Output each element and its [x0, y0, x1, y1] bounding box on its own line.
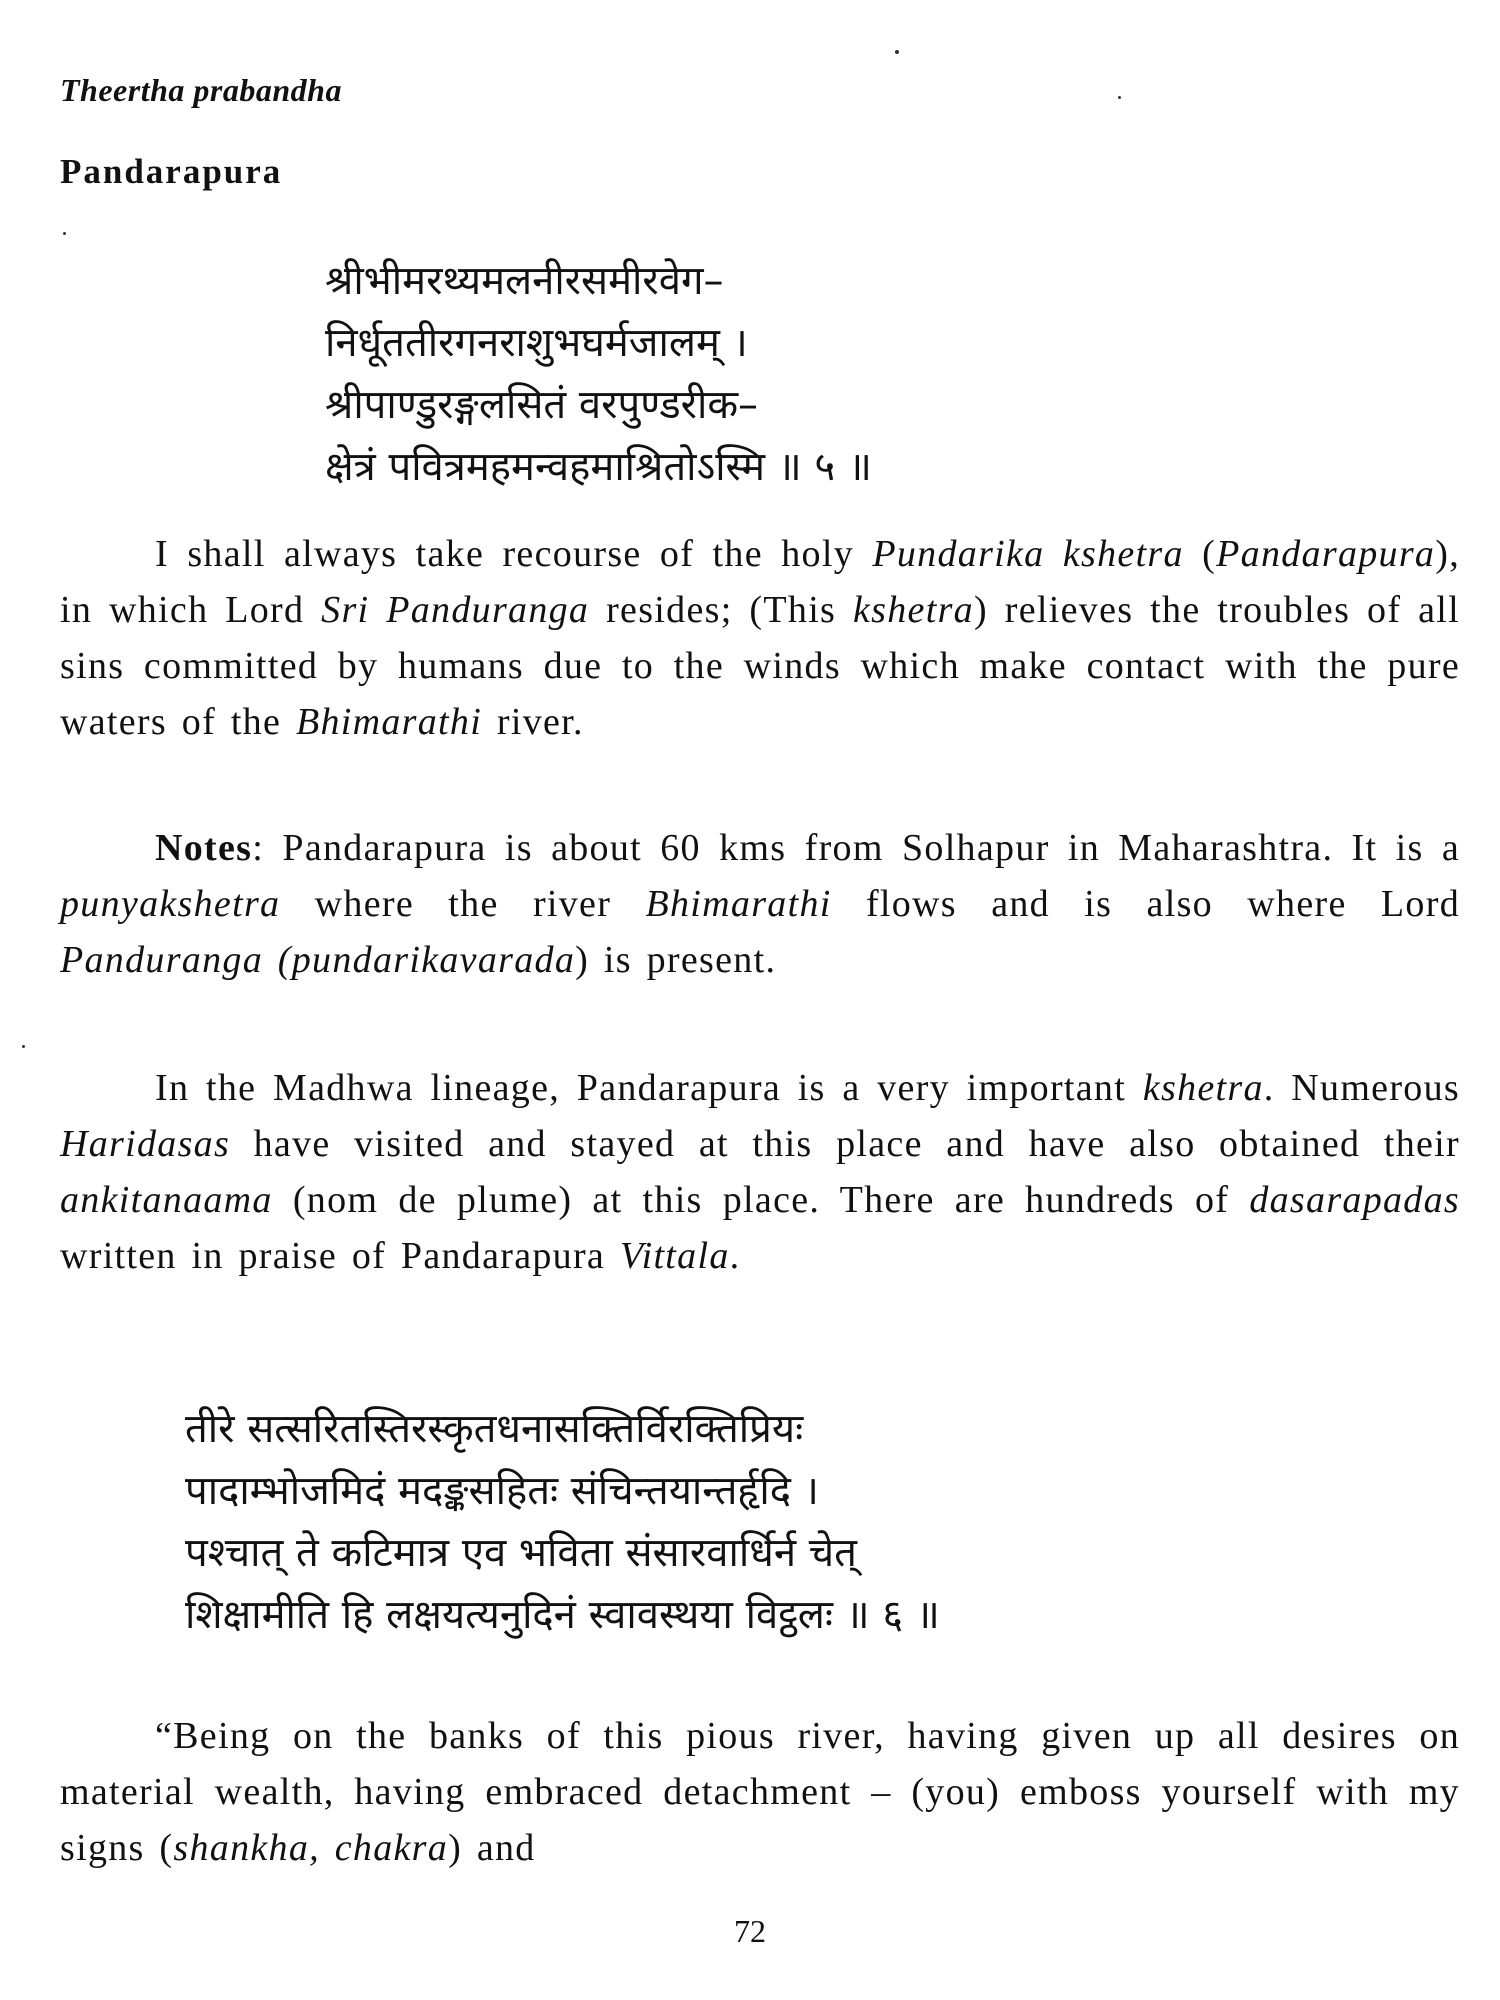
translation-paragraph: “Being on the banks of this pious river, having given up all desires on material wealth, having embraced detachment – (you) emboss yourself with my signs (shankha, chakra) and: [60, 1715, 1460, 1869]
lineage-paragraph: In the Madhwa lineage, Pandarapura is a very important kshetra. Numerous Haridasas have visited and stayed at this place and have also obtained their ankitanaama (nom de plume) at this place. There are hundreds of dasarapadas written in praise of Pandarapura Vittala.: [60, 1067, 1460, 1277]
sanskrit-verse-6: [185, 1398, 940, 1646]
running-header: Theertha prabandha: [60, 72, 342, 108]
scan-speck: [63, 232, 66, 235]
section-title: Pandarapura: [60, 152, 283, 191]
verse-line: पादाम्भोजमिदं मदङ्कसहितः संचिन्तयान्तर्हृदि ।: [185, 1468, 819, 1514]
verse-line: श्रीपाण्डुरङ्गलसितं वरपुण्डरीक–: [325, 382, 759, 428]
sanskrit-verse-5: [325, 250, 872, 498]
scan-speck: [1118, 96, 1121, 99]
notes-paragraph: Notes: Pandarapura is about 60 kms from Solhapur in Maharashtra. It is a punyakshetra where the river Bhimarathi flows and is also where Lord Panduranga (pundarikavarada) is present.: [60, 827, 1460, 981]
verse-line: पश्चात् ते कटिमात्र एव भविता संसारवार्धिर्न चेत्: [185, 1530, 857, 1576]
verse-line: निर्धूततीरगनराशुभघर्मजालम् ।: [325, 320, 748, 366]
verse-line: शिक्षामीति हि लक्षयत्यनुदिनं स्वावस्थया विट्ठलः ॥ ६ ॥: [185, 1592, 940, 1638]
page-number: 72: [734, 1913, 766, 1949]
scan-speck: [895, 50, 899, 54]
verse-line: क्षेत्रं पवित्रमहमन्वहमाश्रितोऽस्मि ॥ ५ ॥: [325, 444, 872, 490]
verse-line: तीरे सत्सरितस्तिरस्कृतधनासक्तिर्विरक्तिप्रियः: [185, 1406, 804, 1452]
scan-speck: [22, 1045, 25, 1048]
notes-label: Notes: [155, 827, 253, 869]
translation-paragraph: I shall always take recourse of the holy Pundarika kshetra (Pandarapura), in which Lord Sri Panduranga resides; (This kshetra) relieves the troubles of all sins committed by humans due to the winds which make contact with the pure waters of the Bhimarathi river.: [60, 533, 1461, 743]
verse-line: श्रीभीमरथ्यमलनीरसमीरवेग–: [325, 258, 724, 304]
